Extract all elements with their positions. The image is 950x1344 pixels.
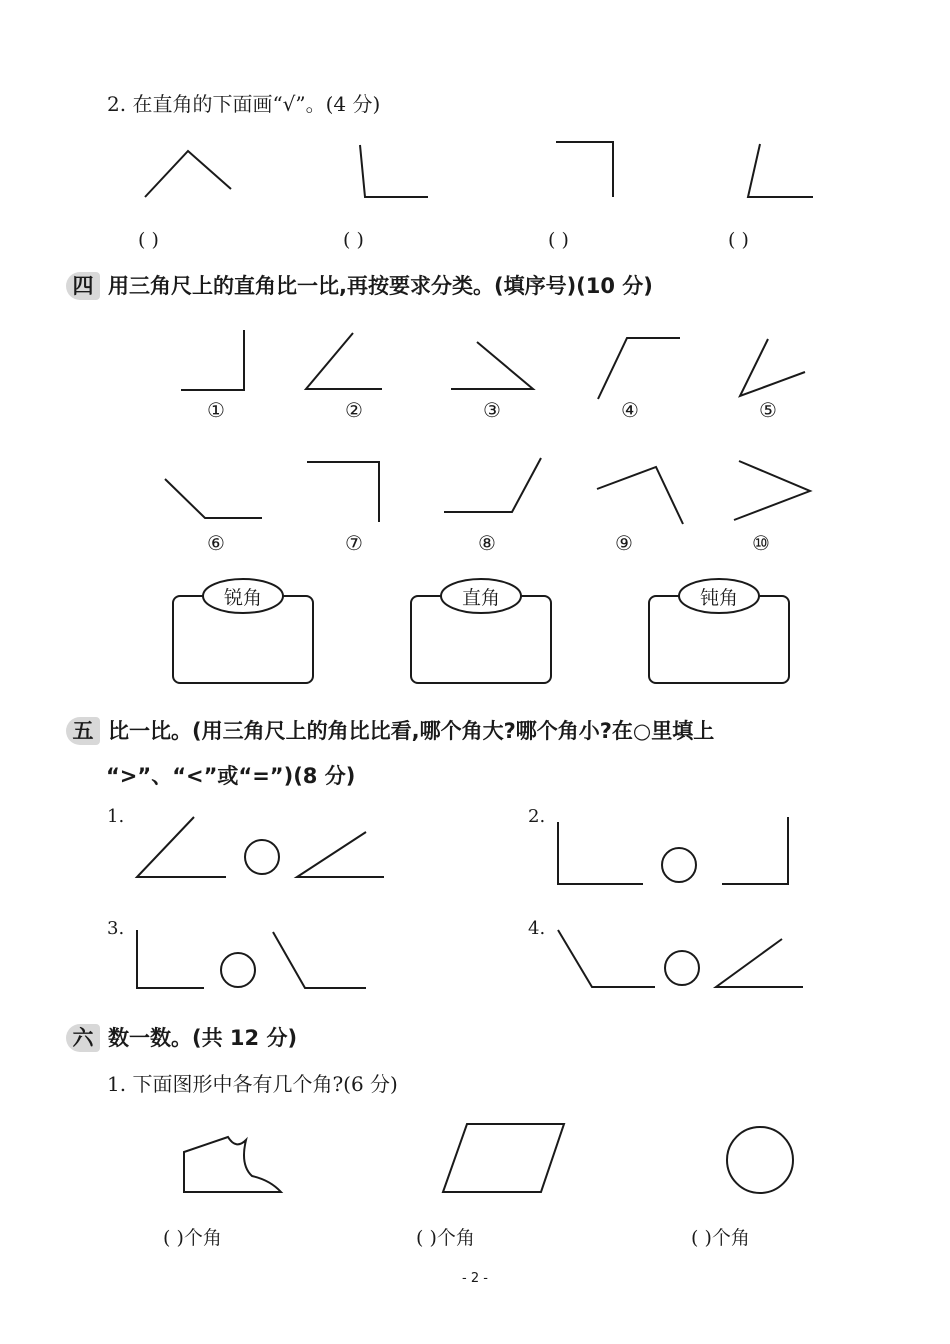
s6-answer-2[interactable]: ( )个角	[416, 1227, 475, 1249]
s4-angle-8	[444, 458, 541, 512]
s5-item-2: 2.	[528, 806, 546, 827]
section-4-title: 用三角尺上的直角比一比,再按要求分类。(填序号)(10 分)	[108, 274, 653, 298]
s4-angle-7	[307, 462, 379, 522]
s4-angle-3	[451, 342, 533, 389]
section-6-badge: 六	[66, 1024, 100, 1052]
s5-2-circle	[662, 848, 696, 882]
section-4-heading	[66, 270, 653, 300]
s4-angle-10	[734, 461, 810, 520]
right-label: 直角	[461, 587, 500, 609]
angle-label-7: ⑦	[345, 531, 363, 555]
angle-label-10: ⑩	[752, 531, 770, 555]
angle-label-2: ②	[345, 398, 363, 422]
section-5-line2: “>”、“<”或“=”)(8 分)	[106, 764, 356, 788]
q2-angle-4	[748, 144, 813, 197]
q2-answer-2[interactable]: ( )	[343, 229, 364, 251]
s5-3-right-angle	[273, 932, 366, 988]
q2-answer-3[interactable]: ( )	[548, 229, 569, 251]
s5-item-1: 1.	[107, 806, 125, 827]
angle-label-3: ③	[483, 398, 501, 422]
section-6-sub: 1. 下面图形中各有几个角?(6 分)	[107, 1072, 398, 1096]
section-5-line1: 比一比。(用三角尺上的角比比看,哪个角大?哪个角小?在○里填上	[108, 719, 715, 743]
section-5-badge: 五	[66, 717, 100, 745]
section-4-badge: 四	[66, 272, 100, 300]
s5-1-circle	[245, 840, 279, 874]
angle-label-5: ⑤	[759, 398, 777, 422]
s4-angle-6	[165, 479, 262, 518]
s5-4-right-angle	[716, 939, 803, 987]
section-6-heading	[66, 1022, 297, 1052]
q2-answer-1[interactable]: ( )	[138, 229, 159, 251]
s5-1-right-angle	[297, 832, 384, 877]
section-6-title: 数一数。(共 12 分)	[108, 1026, 298, 1050]
s5-item-3: 3.	[107, 918, 125, 939]
q2-angle-2	[360, 145, 428, 197]
q2-answer-4[interactable]: ( )	[728, 229, 749, 251]
s4-angle-5	[740, 339, 805, 396]
s5-2-right-angle	[722, 817, 788, 884]
s4-angle-1	[181, 330, 244, 390]
s5-4-left-angle	[558, 930, 655, 987]
s5-3-circle	[221, 953, 255, 987]
s4-angle-9	[597, 467, 683, 524]
s4-angle-2	[306, 333, 382, 389]
angle-label-8: ⑧	[478, 531, 496, 555]
angle-label-4: ④	[621, 398, 639, 422]
q2-angle-1	[145, 151, 231, 197]
question-2-prompt: 2. 在直角的下面画“√”。(4 分)	[107, 92, 381, 116]
s5-3-left-angle	[137, 930, 204, 988]
s5-item-4: 4.	[528, 918, 546, 939]
angle-label-9: ⑨	[615, 531, 633, 555]
section-5-heading	[66, 715, 714, 745]
shape-parallelogram	[443, 1124, 564, 1192]
s6-answer-1[interactable]: ( )个角	[163, 1227, 222, 1249]
s5-2-left-angle	[558, 822, 643, 884]
angle-label-6: ⑥	[207, 531, 225, 555]
angle-label-1: ①	[207, 398, 225, 422]
s6-answer-3[interactable]: ( )个角	[691, 1227, 750, 1249]
q2-angle-3	[556, 142, 613, 197]
s5-4-circle	[665, 951, 699, 985]
s4-angle-4	[598, 338, 680, 399]
shape-irregular	[184, 1137, 281, 1192]
obtuse-label: 钝角	[699, 587, 738, 609]
page-number: - 2 -	[462, 1271, 488, 1286]
acute-label: 锐角	[223, 587, 262, 609]
shape-circle	[727, 1127, 793, 1193]
s5-1-left-angle	[137, 817, 226, 877]
